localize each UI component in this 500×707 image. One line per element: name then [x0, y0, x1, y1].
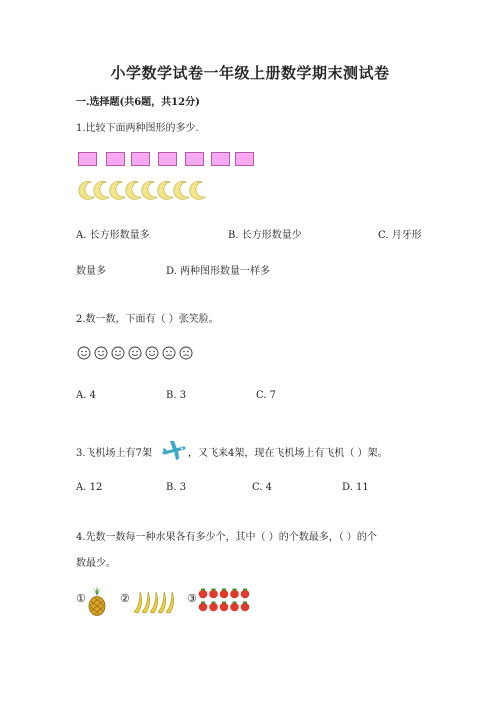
q1-option-c[interactable]: C. 月牙形: [378, 230, 422, 241]
q1-option-c-continued: 数量多: [76, 266, 106, 277]
smiley-face-icon: [145, 346, 159, 360]
smiley-face-icon: [128, 346, 142, 360]
smiley-face-icon: [77, 346, 91, 360]
item-label-1: ①: [76, 592, 86, 605]
q1-option-d[interactable]: D. 两种图形数量一样多: [166, 266, 271, 277]
rectangle-shape: [235, 152, 254, 166]
q2-option-b[interactable]: B. 3: [166, 390, 187, 401]
pineapple-icon: [86, 586, 108, 616]
item-label-3: ③: [187, 592, 197, 605]
q3-option-a[interactable]: A. 12: [76, 482, 103, 493]
rectangle-shape: [158, 152, 177, 166]
smiley-face-icon: [94, 346, 108, 360]
q2-stem: 2.数一数，下面有（ ）张笑脸。: [76, 314, 219, 325]
bananas-icon: [132, 590, 177, 614]
q3-option-c[interactable]: C. 4: [252, 482, 273, 493]
q4-stem-line1: 4.先数一数每一种水果各有多少个，其中（ ）的个数最多，（ ）的个: [76, 532, 377, 543]
q1-option-a[interactable]: A. 长方形数量多: [76, 230, 150, 241]
sad-face-icon: [162, 346, 176, 360]
page-title: 小学数学试卷一年级上册数学期末测试卷: [110, 64, 390, 82]
sad-face-icon: [179, 346, 193, 360]
q3-option-b[interactable]: B. 3: [166, 482, 187, 493]
q3-option-d[interactable]: D. 11: [342, 482, 369, 493]
strawberries-icon: [198, 588, 252, 614]
q3-stem-end: ，又飞来4架，现在飞机场上有飞机（ ）架。: [188, 448, 388, 459]
q4-stem-line2: 数最少。: [76, 558, 116, 569]
q1-option-b[interactable]: B. 长方形数量少: [228, 230, 302, 241]
q1-stem: 1.比较下面两种图形的多少.: [76, 123, 199, 134]
rectangle-shape: [185, 152, 204, 166]
airplane-icon: [161, 438, 187, 464]
q2-option-c[interactable]: C. 7: [256, 390, 277, 401]
rectangle-shape: [78, 152, 97, 166]
crescent-icon: [188, 180, 208, 200]
section-heading: 一.选择题(共6题，共12分): [76, 97, 200, 108]
smiley-face-icon: [111, 346, 125, 360]
rectangle-shape: [211, 152, 230, 166]
rectangle-shape: [131, 152, 150, 166]
q3-stem-start: 3.飞机场上有7架: [76, 448, 152, 459]
q2-option-a[interactable]: A. 4: [76, 390, 96, 401]
item-label-2: ②: [120, 592, 130, 605]
rectangle-shape: [106, 152, 125, 166]
